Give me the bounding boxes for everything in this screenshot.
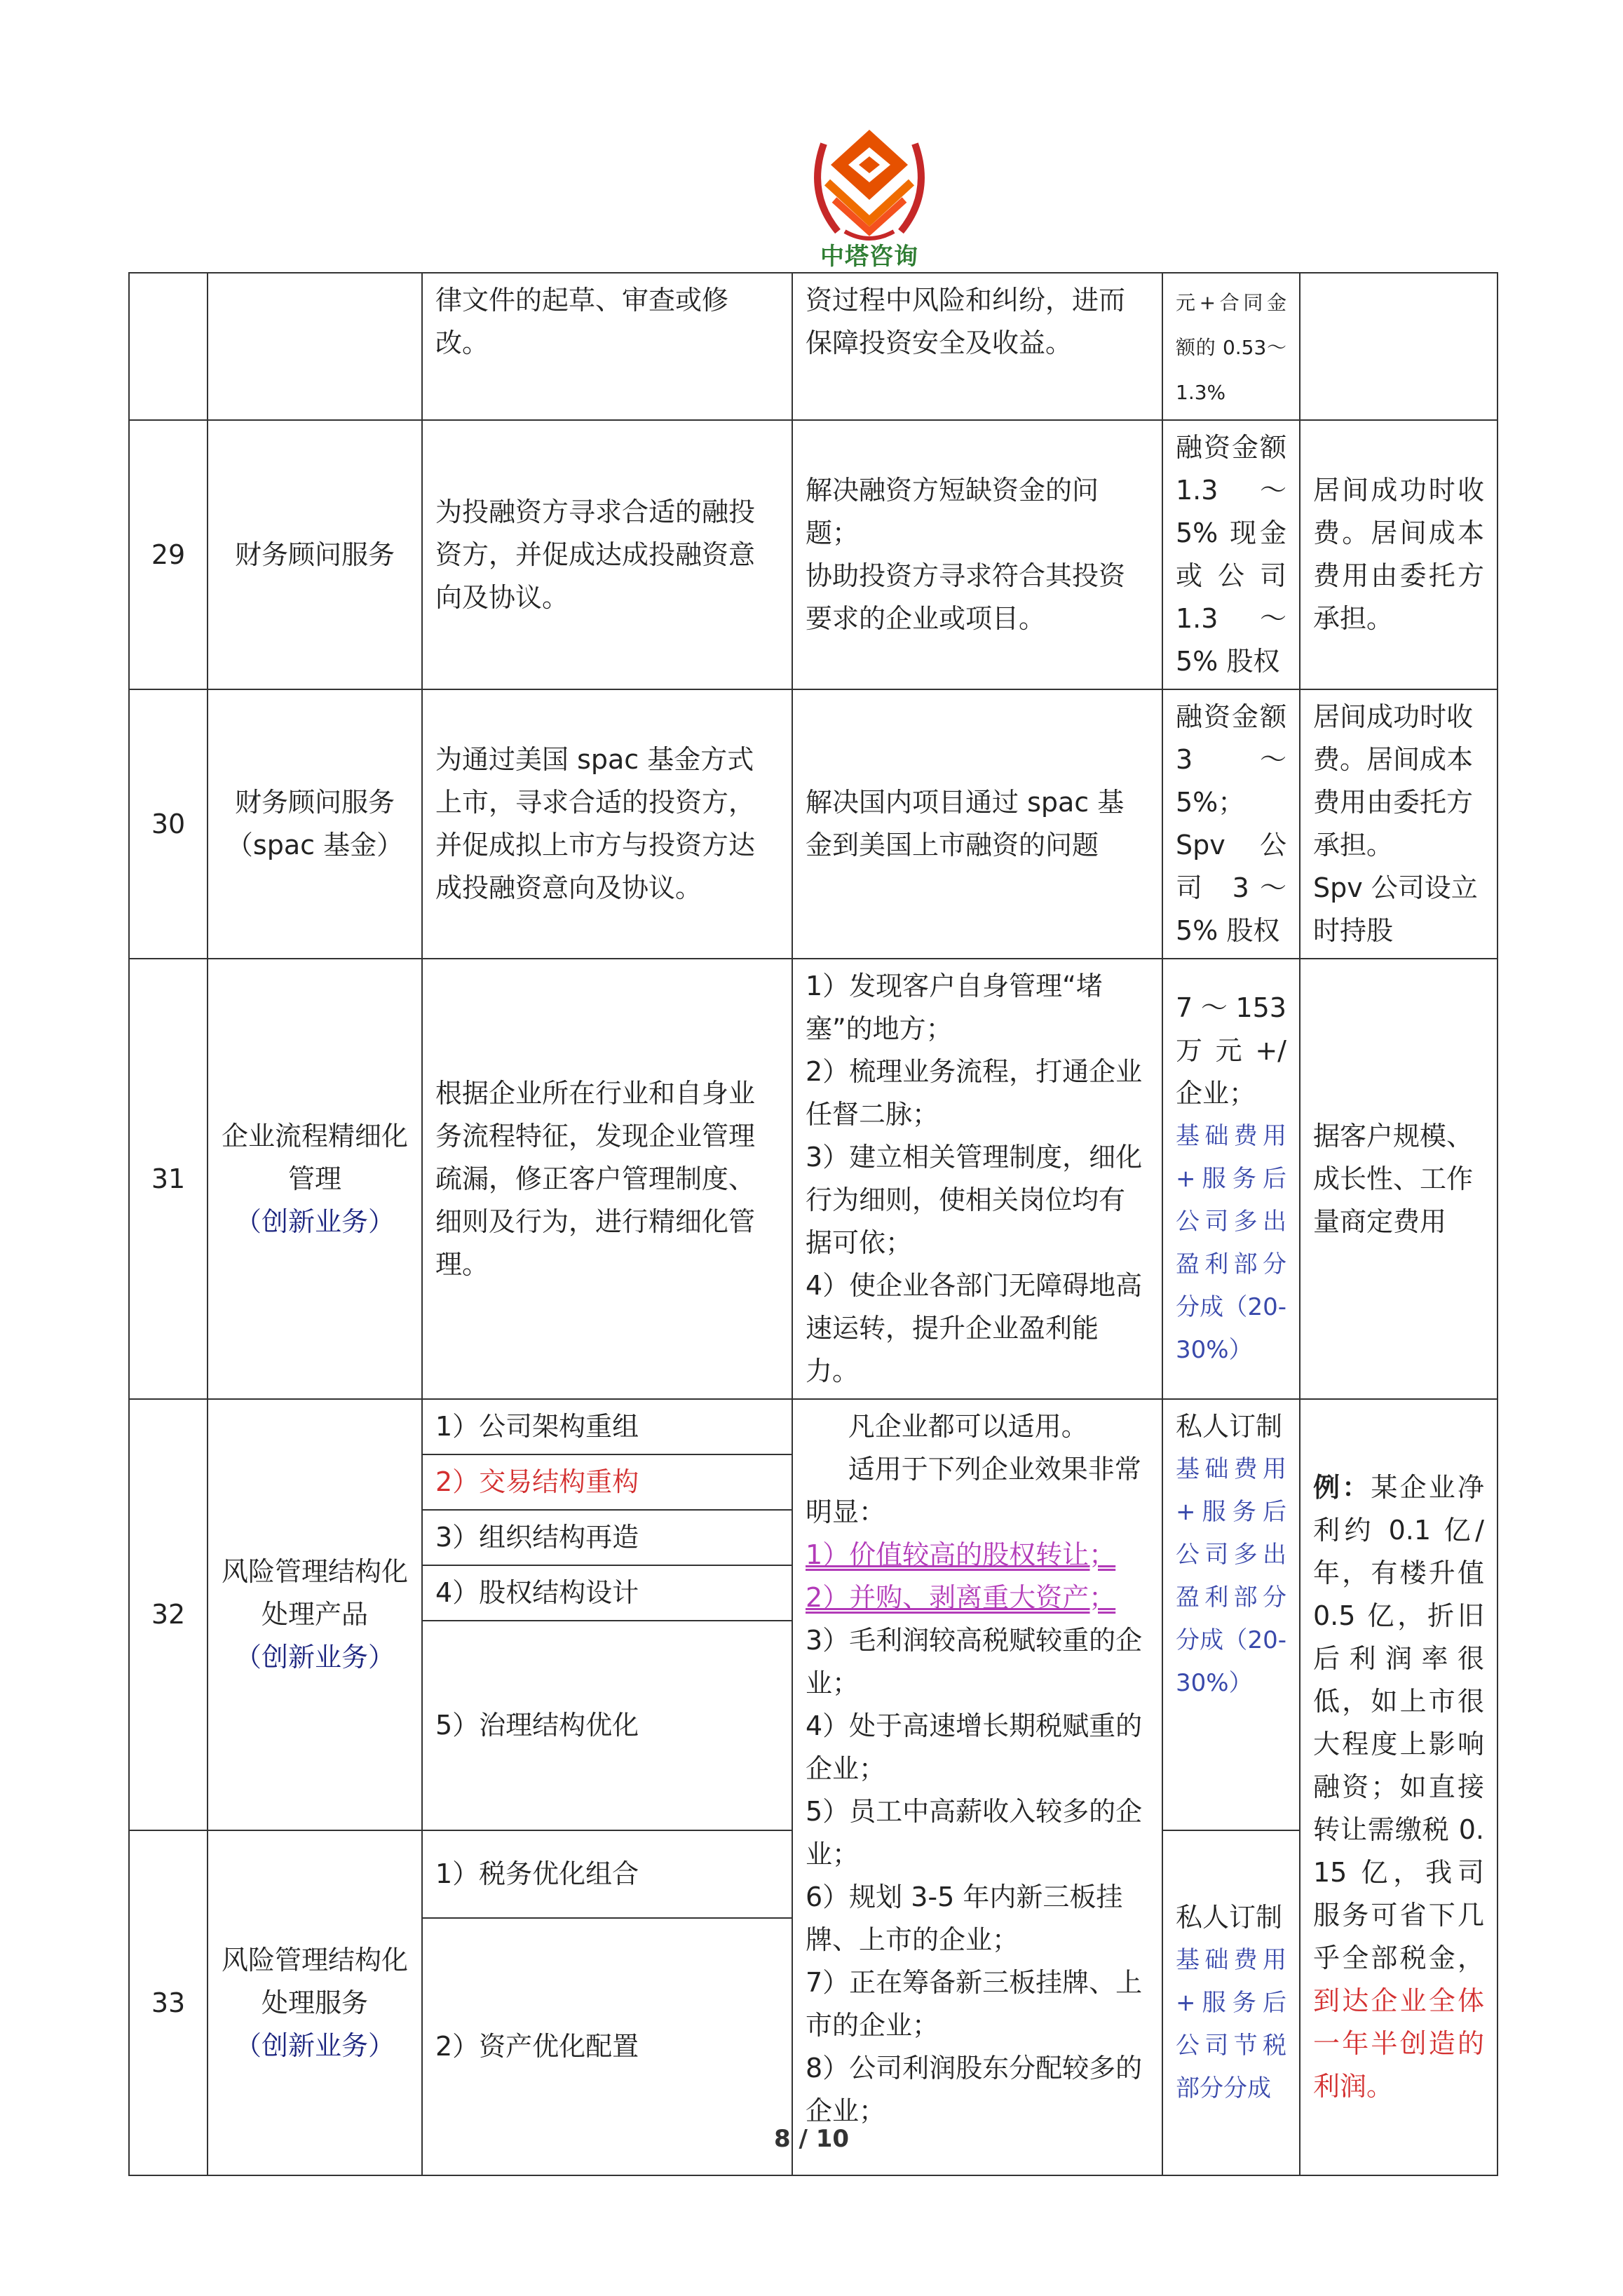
service-solve: 1）发现客户自身管理“堵塞”的地方； 2）梳理业务流程，打通企业任督二脉； 3）建立相关管理制度，细化行为细则，使相关岗位均有据可依； 4）使企业各部门无障碍地高速运转，提升企业盈利能力。 — [792, 959, 1162, 1399]
service-fee: 私人订制 基础费用+服务后公司节税部分分成 — [1162, 1830, 1300, 2175]
service-name: 财务顾问服务（spac 基金） — [208, 689, 422, 959]
table-row — [129, 689, 1498, 959]
services-table — [128, 272, 1498, 2176]
row-number — [129, 273, 208, 420]
table-row — [129, 420, 1498, 689]
service-solve: 凡企业都可以适用。 适用于下列企业效果非常明显： 1）价值较高的股权转让； 2）并购、剥离重大资产； 3）毛利润较高税赋较重的企业； 4）处于高速增长期税赋重的企业； 5）员工中高薪收入较多的企业； 6）规划 3-5 年内新三板挂牌、上市的企业； 7）正在筹备新三板挂牌、上市的企业； 8）公司利润股东分配较多的企业； — [792, 1399, 1162, 2175]
sub-item: 2）交易结构重构 — [422, 1454, 792, 1510]
service-content: 根据企业所在行业和自身业务流程特征，发现企业管理疏漏，修正客户管理制度、细则及行为，进行精细化管理。 — [422, 959, 792, 1399]
service-fee: 融资金额 3～5%； Spv 公司 3～5% 股权 — [1162, 689, 1300, 959]
sub-item: 5）治理结构优化 — [422, 1621, 792, 1830]
sub-item: 1）公司架构重组 — [422, 1399, 792, 1454]
service-name — [208, 273, 422, 420]
service-remark: 居间成功时收费。居间成本费用由委托方承担。 Spv 公司设立时持股 — [1300, 689, 1498, 959]
service-solve: 解决国内项目通过 spac 基金到美国上市融资的问题 — [792, 689, 1162, 959]
sub-item: 4）股权结构设计 — [422, 1565, 792, 1621]
service-remark: 居间成功时收费。居间成本费用由委托方承担。 — [1300, 420, 1498, 689]
sub-item: 3）组织结构再造 — [422, 1510, 792, 1565]
row-number: 30 — [129, 689, 208, 959]
service-name: 财务顾问服务 — [208, 420, 422, 689]
service-fee: 私人订制 基础费用+服务后公司多出盈利部分分成（20-30%） — [1162, 1399, 1300, 1830]
table-row — [129, 1399, 1498, 1454]
service-solve: 资过程中风险和纠纷，进而保障投资安全及收益。 — [792, 273, 1162, 420]
service-content: 为投融资方寻求合适的融投资方，并促成达成投融资意向及协议。 — [422, 420, 792, 689]
sub-item: 1）税务优化组合 — [422, 1830, 792, 1918]
table-row — [129, 959, 1498, 1399]
service-content: 律文件的起草、审查或修改。 — [422, 273, 792, 420]
service-fee: 7～153 万元+/企业； 基础费用+服务后公司多出盈利部分分成（20-30%） — [1162, 959, 1300, 1399]
logo-text: 中塔咨询 — [820, 243, 918, 271]
service-fee: 融资金额 1.3～5% 现金或公司 1.3～5% 股权 — [1162, 420, 1300, 689]
row-number: 33 — [129, 1830, 208, 2175]
innovation-tag: （创新业务） — [234, 1206, 395, 1237]
innovation-tag: （创新业务） — [234, 2030, 395, 2061]
row-number: 32 — [129, 1399, 208, 1830]
innovation-tag: （创新业务） — [234, 1642, 395, 1673]
service-name: 风险管理结构化处理服务 （创新业务） — [208, 1830, 422, 2175]
service-remark: 例：某企业净利约 0.1 亿/年，有楼升值 0.5 亿，折旧后利润率很低，如上市很大程度上影响融资；如直接转让需缴税 0.15 亿，我司服务可省下几乎全部税金，到达企业全体一年半创造的利润。 — [1300, 1399, 1498, 2175]
sub-item: 2）资产优化配置 — [422, 1918, 792, 2175]
service-content: 为通过美国 spac 基金方式上市，寻求合适的投资方，并促成拟上市方与投资方达成投融资意向及协议。 — [422, 689, 792, 959]
page-number: 8 / 10 — [773, 2125, 850, 2153]
table-row — [129, 273, 1498, 420]
service-fee: 元+合同金额的 0.53～1.3% — [1162, 273, 1300, 420]
service-remark — [1300, 273, 1498, 420]
row-number: 31 — [129, 959, 208, 1399]
service-remark: 据客户规模、成长性、工作量商定费用 — [1300, 959, 1498, 1399]
service-name: 风险管理结构化处理产品 （创新业务） — [208, 1399, 422, 1830]
service-solve: 解决融资方短缺资金的问题； 协助投资方寻求符合其投资要求的企业或项目。 — [792, 420, 1162, 689]
service-name: 企业流程精细化管理 （创新业务） — [208, 959, 422, 1399]
row-number: 29 — [129, 420, 208, 689]
